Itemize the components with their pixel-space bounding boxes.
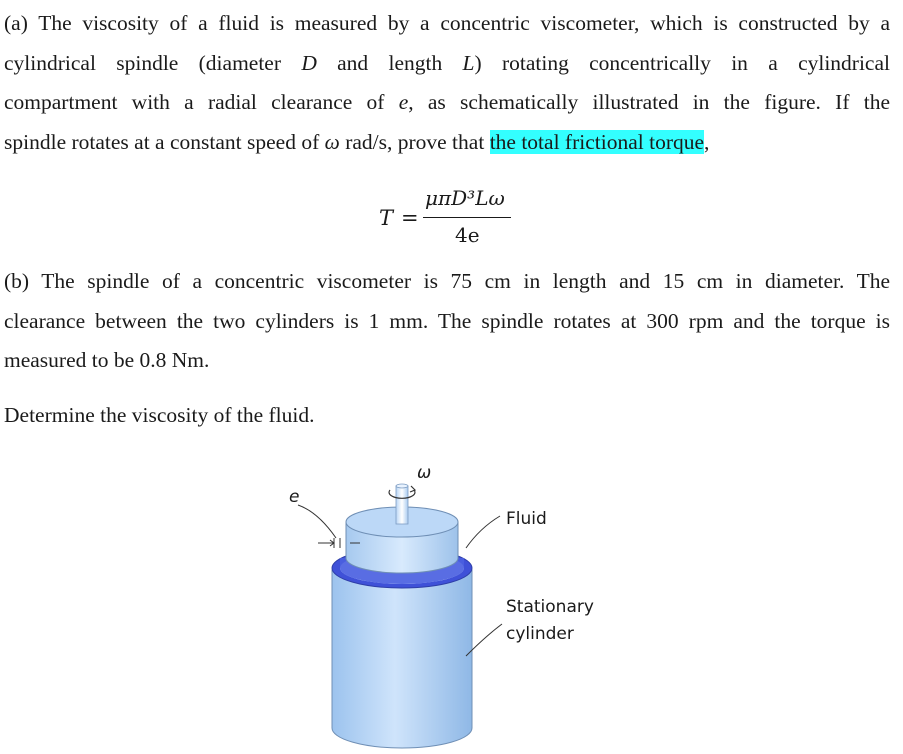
part-a-line-4-post: , (704, 129, 710, 154)
part-a-line-2 (4, 44, 890, 84)
part-a-line-1: (a) The viscosity of a fluid is measured by a concentric viscometer, which is constructed by a (4, 11, 890, 35)
question-paragraph (4, 396, 890, 436)
part-a-line-4-pre: spindle rotates at a constant speed of (4, 129, 325, 154)
part-b-paragraph (4, 262, 890, 381)
symbol-L: L (462, 50, 475, 75)
part-a-line-3 (4, 83, 890, 123)
stationary-label-line-2: cylinder (506, 624, 574, 644)
formula-denominator: 4e (455, 223, 480, 247)
shaft-top (396, 484, 408, 488)
part-a-paragraph (4, 4, 890, 162)
fraction-bar (423, 217, 511, 218)
stationary-label-line-1: Stationary (506, 597, 594, 617)
symbol-omega: ω (324, 129, 340, 154)
part-b-line-3: measured to be 0.8 Nm. (4, 348, 210, 372)
part-a-line-2-pre: cylindrical spindle (diameter (4, 50, 302, 75)
stationary-cylinder-body (332, 570, 472, 748)
spindle-shaft (396, 486, 408, 524)
symbol-e: e (398, 90, 409, 114)
omega-label: ω (417, 463, 432, 483)
viscometer-figure (0, 450, 903, 754)
e-leader-line (298, 505, 336, 538)
formula-lhs: T (379, 206, 394, 230)
part-a-line-4 (4, 123, 890, 163)
fluid-leader-line (466, 516, 500, 548)
question-text: Determine the viscosity of the fluid. (4, 403, 315, 427)
part-b-line-2: clearance between the two cylinders is 1 mm. The spindle rotates at 300 rpm and the torque is (4, 308, 890, 333)
e-label: e (289, 487, 300, 507)
formula-equals: = (401, 206, 419, 230)
torque-formula (375, 186, 575, 250)
highlighted-phrase: the total frictional torque (489, 129, 705, 154)
part-a-line-3-post: , as schematically illustrated in the figure. If the (408, 90, 890, 114)
fluid-label: Fluid (506, 509, 547, 529)
part-a-line-2-mid: and length (316, 50, 463, 75)
part-a-line-2-post: ) rotating concentrically in a cylindrical (474, 50, 890, 75)
part-b-line-1: (b) The spindle of a concentric viscometer is 75 cm in length and 15 cm in diameter. The (4, 269, 890, 293)
part-a-line-4-mid: rad/s, prove that (339, 129, 490, 154)
symbol-D: D (301, 50, 317, 75)
part-a-line-3-pre: compartment with a radial clearance of (4, 90, 399, 114)
formula-numerator: μπD³Lω (425, 186, 505, 210)
